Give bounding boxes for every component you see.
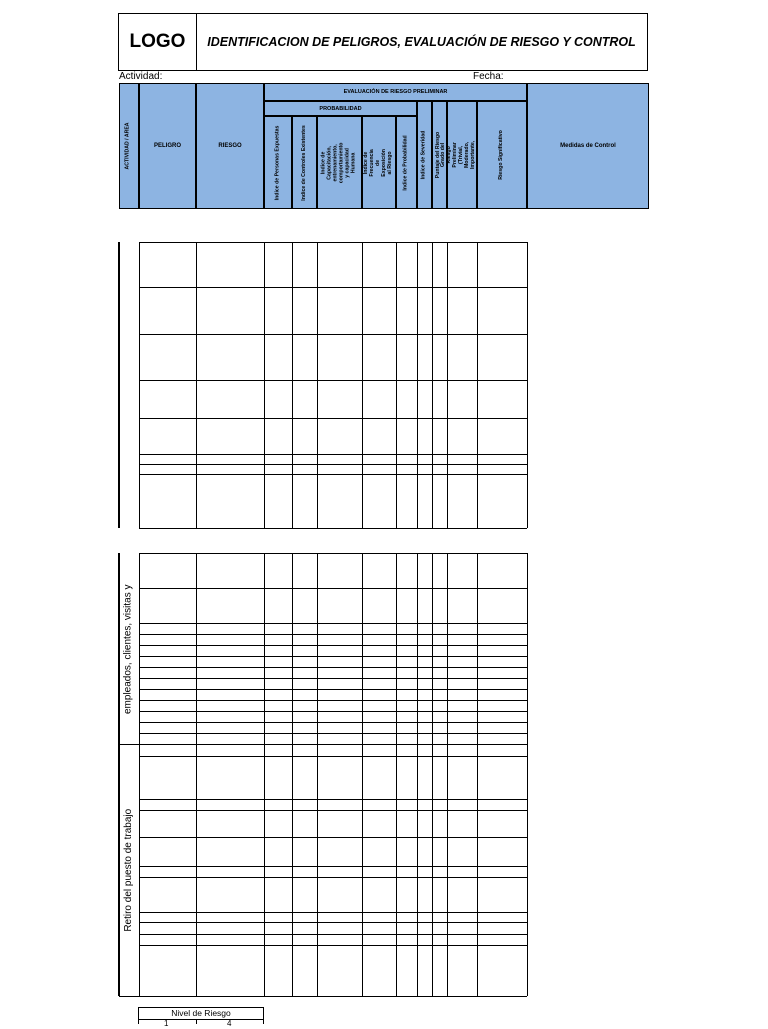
table-row-line (139, 588, 527, 589)
grid-column-line (139, 745, 140, 996)
header-indice-severidad: Indice de Severidad (417, 101, 432, 209)
grid-column-line (196, 242, 197, 528)
section-2-label: empleados, clientes, visitas y (122, 584, 134, 714)
table-row-line (139, 810, 527, 811)
grid-column-line (527, 553, 528, 745)
grid-column-line (264, 242, 265, 528)
header-indice-controles: Indice de Controles Existentes (292, 116, 317, 209)
actividad-label: Actividad: (119, 71, 163, 82)
table-row-line (139, 711, 527, 712)
grid-column-line (447, 242, 448, 528)
table-row-line (139, 945, 527, 946)
grid-column-line (447, 553, 448, 745)
header-indice-capacitacion: Indice de Capacitación, entrenamiento, comportamiento y capacidad Humana (317, 116, 362, 209)
grid-column-line (417, 242, 418, 528)
table-row-line (139, 722, 527, 723)
grid-column-line (477, 553, 478, 745)
table-row-line (139, 645, 527, 646)
table-row-line (139, 334, 527, 335)
header-riesgo: RIESGO (196, 83, 264, 209)
header-evaluacion: EVALUACIÓN DE RIESGO PRELIMINAR (264, 83, 527, 101)
nivel-riesgo-title: Nivel de Riesgo (139, 1008, 263, 1020)
nivel-riesgo-value-a: 1 (164, 1019, 169, 1028)
table-row-line (139, 866, 527, 867)
header-indice-personas: Indice de Personas Expuestas (264, 116, 292, 209)
grid-column-line (362, 242, 363, 528)
table-row-line (139, 287, 527, 288)
table-row-line (139, 656, 527, 657)
section-3-label: Retiro del puesto de trabajo (122, 809, 134, 932)
table-row-line (139, 799, 527, 800)
header-puntaje: Puntaje del Riesgo (432, 101, 447, 209)
grid-column-line (317, 553, 318, 745)
grid-column-line (264, 745, 265, 996)
nivel-riesgo-table (138, 1007, 264, 1028)
grid-column-line (264, 553, 265, 745)
grid-column-line (292, 242, 293, 528)
header-indice-probabilidad: Indice de Probabilidad (396, 116, 417, 209)
grid-column-line (362, 553, 363, 745)
header-medidas-control: Medidas de Control (527, 83, 649, 209)
nivel-riesgo-divider (196, 1019, 197, 1024)
header-indice-frecuencia: Indice de Frecuencia de Exposición al Riesgo (362, 116, 396, 209)
section-1-label (119, 242, 139, 528)
section-divider (119, 744, 527, 745)
table-row-line (139, 667, 527, 668)
grid-column-line (317, 242, 318, 528)
grid-column-line (527, 242, 528, 528)
title-block (118, 13, 648, 71)
grid-column-line (196, 745, 197, 996)
header-actividad-area: ACTIVIDAD / AREA (119, 83, 139, 209)
section-bottom-border (119, 996, 527, 997)
grid-column-line (396, 553, 397, 745)
table-row-line (139, 634, 527, 635)
table-row-line (139, 418, 527, 419)
logo-placeholder: LOGO (119, 14, 197, 70)
header-grado-riesgo: Grado del Riesgo Preliminar (Trivial, Moderado, Importante, (447, 101, 477, 209)
grid-column-line (432, 242, 433, 528)
grid-column-line (292, 553, 293, 745)
grid-column-line (417, 553, 418, 745)
grid-column-line (477, 745, 478, 996)
table-row-line (139, 877, 527, 878)
table-row-line (139, 733, 527, 734)
grid-column-line (139, 242, 140, 528)
table-row-line (139, 922, 527, 923)
table-row-line (139, 700, 527, 701)
table-row-line (139, 474, 527, 475)
table-row-line (139, 678, 527, 679)
grid-column-line (362, 745, 363, 996)
table-row-line (139, 242, 527, 243)
grid-column-line (396, 242, 397, 528)
header-probabilidad: PROBABILIDAD (264, 101, 417, 116)
grid-column-line (317, 745, 318, 996)
document-title: IDENTIFICACION DE PELIGROS, EVALUACIÓN DE RIESGO Y CONTROL (207, 35, 636, 49)
grid-column-line (447, 745, 448, 996)
table-row-line (139, 380, 527, 381)
grid-column-line (417, 745, 418, 996)
table-row-line (139, 454, 527, 455)
grid-column-line (477, 242, 478, 528)
grid-column-line (432, 553, 433, 745)
header-riesgo-significativo: Riesgo Significativo (477, 101, 527, 209)
grid-column-line (292, 745, 293, 996)
fecha-label: Fecha: (473, 71, 504, 82)
grid-column-line (527, 745, 528, 996)
table-row-line (139, 553, 527, 554)
table-row-line (139, 837, 527, 838)
table-row-line (139, 689, 527, 690)
table-row-line (139, 464, 527, 465)
grid-column-line (196, 553, 197, 745)
table-row-line (139, 934, 527, 935)
grid-column-line (432, 745, 433, 996)
table-row-line (139, 528, 527, 529)
nivel-riesgo-value-b: 4 (227, 1019, 232, 1028)
table-row-line (139, 756, 527, 757)
header-peligro: PELIGRO (139, 83, 196, 209)
grid-column-line (139, 553, 140, 745)
table-row-line (139, 623, 527, 624)
table-row-line (139, 912, 527, 913)
grid-column-line (396, 745, 397, 996)
